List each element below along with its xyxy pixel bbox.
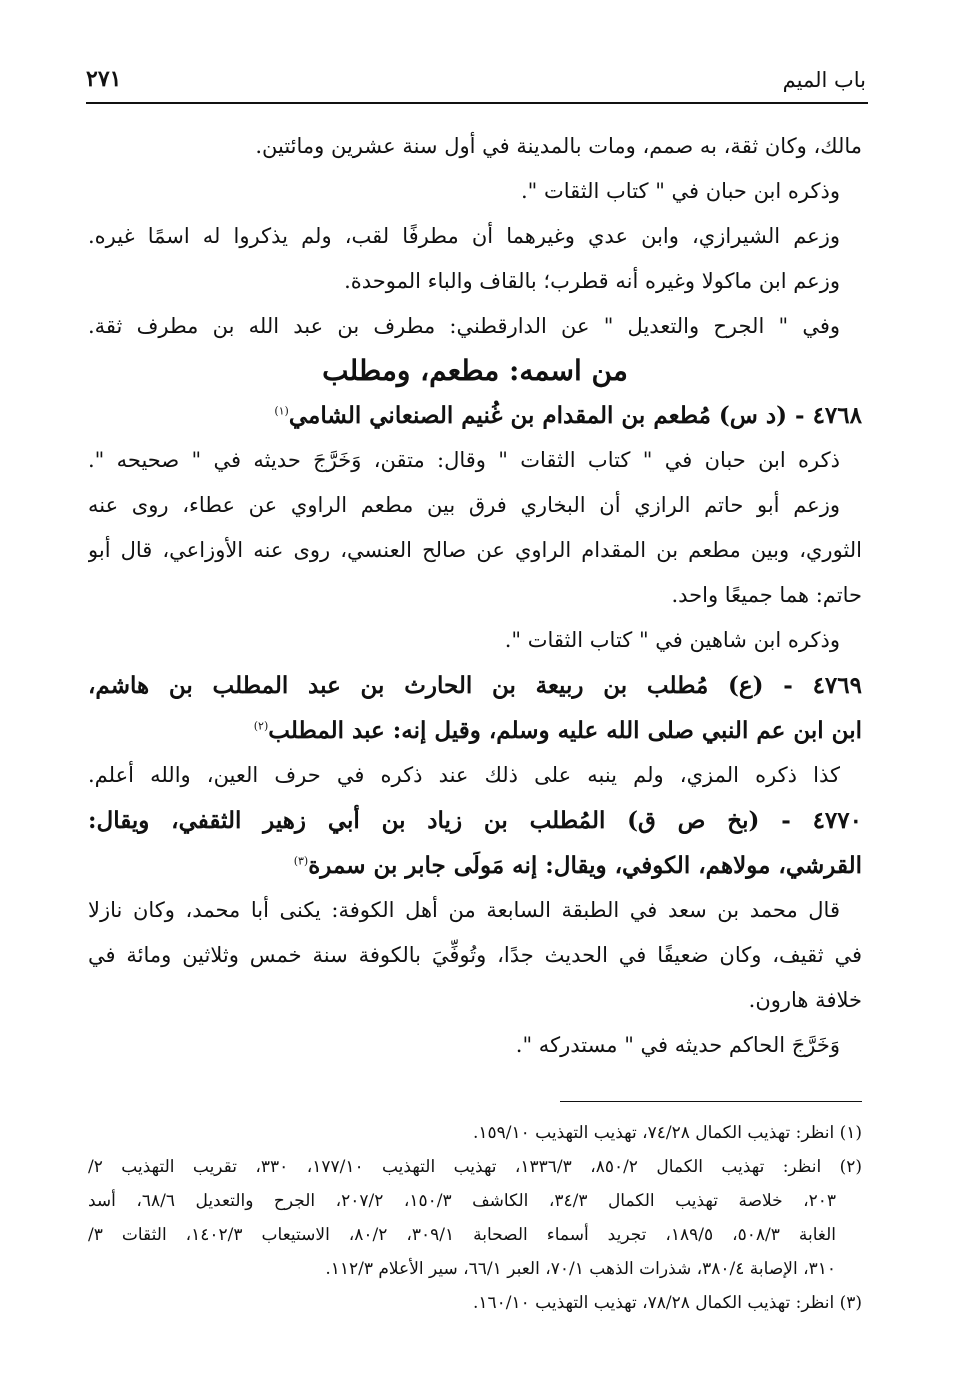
- text-line: وذكره ابن حبان في " كتاب الثقات ".: [520, 179, 840, 203]
- text-line: كذا ذكره المزي، ولم ينبه على ذلك عند ذكره في حرف العين، والله أعلم.: [88, 763, 840, 787]
- section-heading: من اسمه: مطعم، ومطلب: [322, 354, 628, 387]
- footnote-2: (٢) انظر: تهذيب الكمال ٨٥٠/٢، ١٣٣٦/٣، تهذيب التهذيب ١٧٧/١٠، ٣٣٠، تقريب التهذيب ٢/: [88, 1157, 862, 1177]
- footnote-divider: [560, 1101, 862, 1102]
- chapter-title: باب الميم: [782, 68, 866, 92]
- text-line: وفي " الجرح والتعديل " عن الدارقطني: مطرف بن عبد الله بن مطرف ثقة.: [88, 314, 840, 338]
- entry-heading-4768: [88, 393, 862, 438]
- entry-heading-4769: ٤٧٦٩ - (ع) مُطلب بن ربيعة بن الحارث بن عبد المطلب بن هاشم،: [88, 672, 862, 699]
- footnote-marker-3: (٣): [293, 854, 309, 868]
- entry-heading-text: ابن ابن عم النبي صلى الله عليه وسلم، وقيل إنه: عبد المطلب: [268, 717, 862, 744]
- text-line: قال محمد بن سعد في الطبقة السابعة من أهل الكوفة: يكنى أبا محمد، وكان نازلا: [88, 898, 840, 922]
- text-line: في ثقيف، وكان ضعيفًا في الحديث جدًا، وتُوفِّيَ بالكوفة سنة خمس وثلاثين ومائة في: [88, 943, 862, 967]
- text-line: حاتم: هما جميعًا واحد.: [671, 583, 862, 607]
- entry-heading-text: القرشي، مولاهم، الكوفي، ويقال: إنه مَولَى جابر بن سمرة: [308, 852, 862, 879]
- footnote-marker-2: (٢): [253, 719, 269, 733]
- footnote-2-cont: الغابة ٥٠٨/٣، ١٨٩/٥، تجريد أسماء الصحابة ٣٠٩/١، ٨٠/٢، الاستيعاب ١٤٠٢/٣، الثقات ٣/: [88, 1225, 836, 1245]
- entry-heading-4769-cont: [88, 708, 862, 753]
- text-line: ذكره ابن حبان في " كتاب الثقات " وقال: متقن، وَخَرَّجَ حديثه في " صحيحه ".: [88, 448, 840, 472]
- footnote-2-cont: ٢٠٣، خلاصة تهذيب الكمال ٣٤/٣، الكاشف ١٥٠/٣، ٢٠٧/٢، الجرح والتعديل ٦٨/٦، أسد: [88, 1191, 837, 1211]
- text-line: وزعم الشيرازي، وابن عدي وغيرهما أن مطرفًا لقب، ولم يذكروا له اسمًا غيره.: [88, 224, 840, 248]
- text-line: خلافة هارون.: [748, 988, 862, 1012]
- text-line: وزعم ابن ماكولا وغيره أنه قطرب؛ بالقاف والباء الموحدة.: [344, 269, 840, 293]
- footnote-marker-1: (١): [274, 404, 289, 418]
- main-text: [88, 124, 862, 1068]
- footnote-2-cont: ٣١٠، الإصابة ٣٨٠/٤، شذرات الذهب ٧٠/١، العبر ٦٦/١، سير الأعلام ١١٢/٣.: [325, 1259, 836, 1279]
- text-line: وَخَرَّجَ الحاكم حديثه في " مستدركه ".: [515, 1033, 840, 1057]
- text-line: وزعم أبو حاتم الرازي أن البخاري فرق بين مطعم الراوي عن عطاء، روى عنه: [88, 493, 840, 517]
- entry-heading-4770-cont: [88, 843, 862, 888]
- text-line: الثوري، وبين مطعم بن المقدام الراوي عن صالح العنسي، روى عنه الأوزاعي، قال أبو: [88, 538, 862, 562]
- footnote-1: (١) انظر: تهذيب الكمال ٧٤/٢٨، تهذيب التهذيب ١٥٩/١٠.: [472, 1123, 862, 1143]
- entry-heading-4770: ٤٧٧٠ - (بخ ص ق) المُطلب بن زياد بن أبي زهير الثقفي، ويقال:: [88, 807, 862, 834]
- entry-heading-text: ٤٧٦٨ - (د س) مُطعم بن المقدام بن غُنيم الصنعاني الشامي: [288, 402, 862, 429]
- page-number: ٢٧١: [86, 66, 122, 92]
- footnote-3: (٣) انظر: تهذيب الكمال ٧٨/٢٨، تهذيب التهذيب ١٦٠/١٠.: [472, 1293, 862, 1313]
- page-header: [86, 62, 866, 98]
- header-divider: [86, 102, 868, 104]
- text-line: وذكره ابن شاهين في " كتاب الثقات ".: [504, 628, 840, 652]
- footnotes: [88, 1116, 862, 1320]
- text-line: مالك، وكان ثقة، به صمم، ومات بالمدينة في أول سنة عشرين ومائتين.: [255, 134, 862, 158]
